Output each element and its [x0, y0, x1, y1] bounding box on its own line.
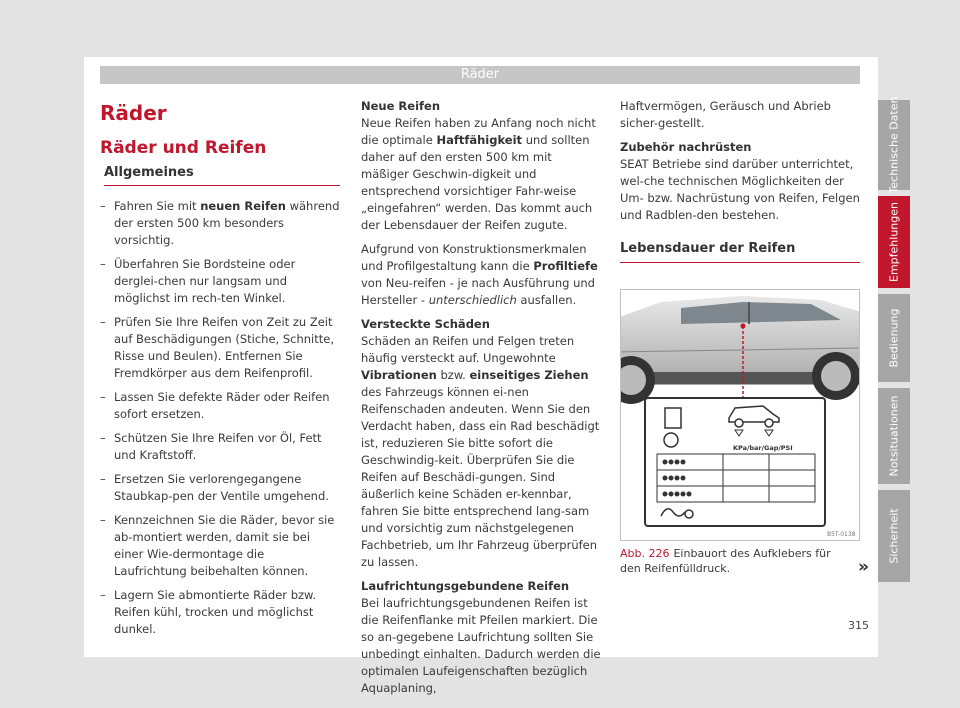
section-title: Räder und Reifen: [100, 138, 267, 158]
lebensdauer-heading: Lebensdauer der Reifen: [620, 240, 860, 263]
column-1: [100, 98, 340, 645]
column-2: [361, 98, 601, 704]
figure-label: Abb. 226: [620, 547, 670, 560]
neue-reifen-heading: Neue Reifen: [361, 99, 441, 113]
laufrichtung-heading: Laufrichtungsgebundene Reifen: [361, 579, 570, 593]
zubehoer-heading: Zubehör nachrüsten: [620, 140, 752, 154]
list-item: – Lagern Sie abmontierte Räder bzw. Reifen kühl, trocken und möglichst dunkel.: [100, 587, 340, 638]
column-3: [620, 98, 860, 263]
svg-text:B5T-0138: B5T-0138: [827, 531, 856, 538]
figure-tire-pressure-sticker: [620, 289, 860, 541]
tab-notsituationen[interactable]: Notsituationen: [878, 388, 910, 484]
running-header: Räder: [100, 66, 860, 84]
tab-sicherheit[interactable]: Sicherheit: [878, 490, 910, 582]
list-item: – Schützen Sie Ihre Reifen vor Öl, Fett und Kraftstoff.: [100, 430, 340, 464]
zubehoer-text: SEAT Betriebe sind darüber unterrichtet, wel-che technischen Möglichkeiten der Um- bzw. Nachrüstung von Reifen, Felgen und Radblen-den bestehen.: [620, 157, 860, 222]
figure-caption: Abb. 226 Einbauort des Aufklebers für den Reifenfülldruck.: [620, 547, 831, 575]
tab-bedienung[interactable]: Bedienung: [878, 294, 910, 382]
laufrichtung-text: Bei laufrichtungsgebundenen Reifen ist die Reifenflanke mit Pfeilen markiert. Die so an-gegebene Laufrichtung sollten Sie unbedingt einhalten. Dadurch werden die optimalen Laufeigenschaften bezüglich Aquaplaning,: [361, 596, 601, 695]
advice-list: [100, 198, 340, 638]
tab-empfehlungen[interactable]: Empfehlungen: [878, 196, 910, 288]
list-item: – Kennzeichnen Sie die Räder, bevor sie ab-montiert werden, damit sie bei einer Wie-dermontage die Laufrichtung beibehalten können.: [100, 512, 340, 580]
list-item: – Überfahren Sie Bordsteine oder derglei-chen nur langsam und möglichst im rech-ten Winkel.: [100, 256, 340, 307]
list-item: – Ersetzen Sie verlorengegangene Staubkap-pen der Ventile umgehend.: [100, 471, 340, 505]
versteckte-schaeden-heading: Versteckte Schäden: [361, 317, 490, 331]
car-illustration: [621, 290, 860, 541]
subsection-title: Allgemeines: [104, 164, 340, 186]
svg-text:KPa/bar/Gap/PSI: KPa/bar/Gap/PSI: [733, 444, 793, 452]
list-item: – Fahren Sie mit neuen Reifen während der ersten 500 km besonders vorsichtig.: [100, 198, 340, 249]
page-number: 315: [848, 619, 869, 632]
continued-text: Haftvermögen, Geräusch und Abrieb sicher-gestellt.: [620, 99, 831, 130]
list-item: – Lassen Sie defekte Räder oder Reifen sofort ersetzen.: [100, 389, 340, 423]
profiltiefe-text: Aufgrund von Konstruktionsmerkmalen und Profilgestaltung kann die Profiltiefe von Neu-reifen - je nach Ausführung und Hersteller - unterschiedlich ausfallen.: [361, 242, 598, 307]
chapter-title: Räder: [100, 101, 167, 125]
continue-mark: »: [858, 557, 869, 577]
versteckte-schaeden-text: Schäden an Reifen und Felgen treten häufig versteckt auf. Ungewohnte Vibrationen bzw. einseitiges Ziehen des Fahrzeugs können ei-nen Reifenschaden andeuten. Wenn Sie den Verdacht haben, dass ein Rad beschädigt ist, reduzieren Sie bitte sofort die Geschwindig-keit. Überprüfen Sie die Reifen auf Beschädi-gungen. Sind äußerlich keine Schäden er-kennbar, fahren Sie bitte entsprechend lang-sam und vorsichtig zum nächstgelegenen Fachbetrieb, um Ihr Fahrzeug überprüfen zu lassen.: [361, 334, 600, 569]
tab-technische-daten[interactable]: Technische Daten: [878, 100, 910, 190]
neue-reifen-text: Neue Reifen haben zu Anfang noch nicht die optimale Haftfähigkeit und sollten daher auf den ersten 500 km mit mäßiger Geschwin-digkeit und entsprechend vorsichtiger Fahr-weise „eingefahren“ werden. Das kommt auch der Lebensdauer der Reifen zugute.: [361, 116, 596, 232]
list-item: – Prüfen Sie Ihre Reifen von Zeit zu Zeit auf Beschädigungen (Stiche, Schnitte, Risse und Beulen). Entfernen Sie Fremdkörper aus dem Reifenprofil.: [100, 314, 340, 382]
